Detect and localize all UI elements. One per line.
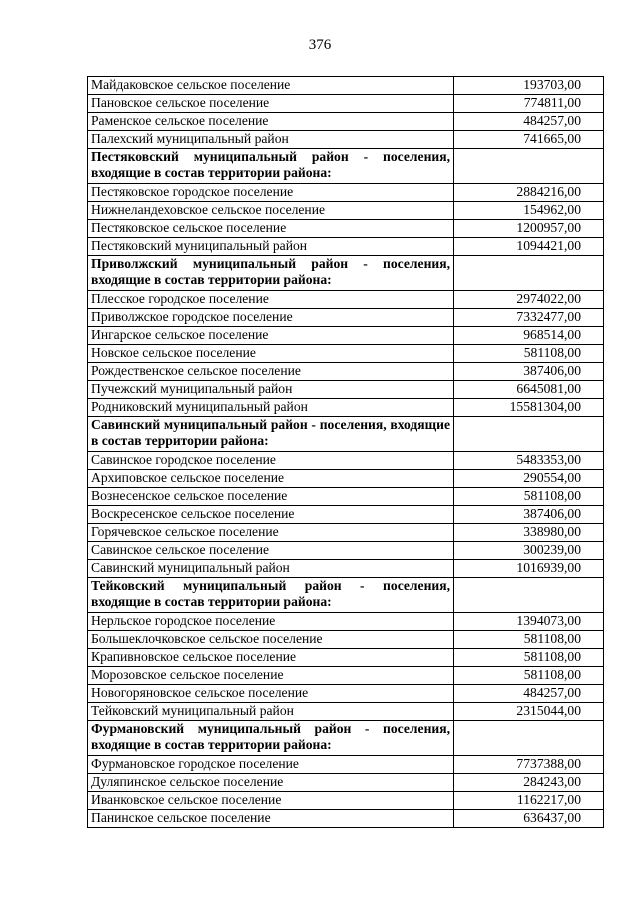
table-row <box>88 452 604 470</box>
amount-cell: 5483353,00 <box>454 452 604 470</box>
settlement-name-cell: Раменское сельское поселение <box>88 113 454 131</box>
settlement-name-cell: Плесское городское поселение <box>88 291 454 309</box>
amount-cell <box>454 721 604 756</box>
settlement-name-cell: Пановское сельское поселение <box>88 95 454 113</box>
table-row <box>88 470 604 488</box>
settlement-name-cell: Пестяковский муниципальный район <box>88 238 454 256</box>
amount-cell: 154962,00 <box>454 202 604 220</box>
table-row <box>88 113 604 131</box>
budget-table-body <box>88 77 604 828</box>
table-row <box>88 488 604 506</box>
amount-cell: 581108,00 <box>454 345 604 363</box>
table-row <box>88 184 604 202</box>
amount-cell: 1200957,00 <box>454 220 604 238</box>
settlement-name-cell: Вознесенское сельское поселение <box>88 488 454 506</box>
table-row <box>88 560 604 578</box>
amount-cell <box>454 149 604 184</box>
amount-cell: 1094421,00 <box>454 238 604 256</box>
district-header-cell: Фурмановский муниципальный район - поселения, входящие в состав территории района: <box>88 721 454 756</box>
amount-cell: 2974022,00 <box>454 291 604 309</box>
district-header-row <box>88 149 604 184</box>
settlement-name-cell: Крапивновское сельское поселение <box>88 649 454 667</box>
amount-cell: 741665,00 <box>454 131 604 149</box>
amount-cell: 387406,00 <box>454 506 604 524</box>
amount-cell: 1016939,00 <box>454 560 604 578</box>
settlement-name-cell: Пучежский муниципальный район <box>88 381 454 399</box>
table-row <box>88 506 604 524</box>
district-header-cell: Савинский муниципальный район - поселения, входящие в состав территории района: <box>88 417 454 452</box>
table-row <box>88 327 604 345</box>
settlement-name-cell: Иванковское сельское поселение <box>88 792 454 810</box>
amount-cell: 7332477,00 <box>454 309 604 327</box>
district-header-cell: Тейковский муниципальный район - поселения, входящие в состав территории района: <box>88 578 454 613</box>
amount-cell: 193703,00 <box>454 77 604 95</box>
amount-cell: 581108,00 <box>454 488 604 506</box>
settlement-name-cell: Морозовское сельское поселение <box>88 667 454 685</box>
table-row <box>88 685 604 703</box>
table-row <box>88 542 604 560</box>
amount-cell: 774811,00 <box>454 95 604 113</box>
amount-cell <box>454 256 604 291</box>
amount-cell: 290554,00 <box>454 470 604 488</box>
amount-cell: 284243,00 <box>454 774 604 792</box>
settlement-name-cell: Тейковский муниципальный район <box>88 703 454 721</box>
settlement-name-cell: Новское сельское поселение <box>88 345 454 363</box>
settlement-name-cell: Большеклочковское сельское поселение <box>88 631 454 649</box>
table-row <box>88 631 604 649</box>
table-row <box>88 345 604 363</box>
amount-cell <box>454 417 604 452</box>
budget-table <box>87 76 604 828</box>
amount-cell: 15581304,00 <box>454 399 604 417</box>
amount-cell: 636437,00 <box>454 810 604 828</box>
amount-cell: 968514,00 <box>454 327 604 345</box>
settlement-name-cell: Дуляпинское сельское поселение <box>88 774 454 792</box>
amount-cell: 387406,00 <box>454 363 604 381</box>
settlement-name-cell: Савинское сельское поселение <box>88 542 454 560</box>
settlement-name-cell: Нерльское городское поселение <box>88 613 454 631</box>
table-row <box>88 309 604 327</box>
amount-cell: 484257,00 <box>454 113 604 131</box>
table-row <box>88 524 604 542</box>
settlement-name-cell: Пестяковское сельское поселение <box>88 220 454 238</box>
table-row <box>88 95 604 113</box>
settlement-name-cell: Архиповское сельское поселение <box>88 470 454 488</box>
amount-cell: 484257,00 <box>454 685 604 703</box>
table-row <box>88 810 604 828</box>
settlement-name-cell: Воскресенское сельское поселение <box>88 506 454 524</box>
amount-cell: 338980,00 <box>454 524 604 542</box>
settlement-name-cell: Рождественское сельское поселение <box>88 363 454 381</box>
settlement-name-cell: Пестяковское городское поселение <box>88 184 454 202</box>
amount-cell: 1394073,00 <box>454 613 604 631</box>
settlement-name-cell: Фурмановское городское поселение <box>88 756 454 774</box>
table-row <box>88 703 604 721</box>
amount-cell: 581108,00 <box>454 667 604 685</box>
amount-cell: 581108,00 <box>454 631 604 649</box>
amount-cell: 581108,00 <box>454 649 604 667</box>
table-row <box>88 77 604 95</box>
amount-cell: 1162217,00 <box>454 792 604 810</box>
table-row <box>88 131 604 149</box>
table-row <box>88 399 604 417</box>
district-header-row <box>88 256 604 291</box>
settlement-name-cell: Новогоряновское сельское поселение <box>88 685 454 703</box>
budget-table-wrapper <box>87 76 584 828</box>
amount-cell: 2315044,00 <box>454 703 604 721</box>
settlement-name-cell: Нижнеландеховское сельское поселение <box>88 202 454 220</box>
table-row <box>88 220 604 238</box>
district-header-cell: Приволжский муниципальный район - поселения, входящие в состав территории района: <box>88 256 454 291</box>
table-row <box>88 667 604 685</box>
settlement-name-cell: Савинский муниципальный район <box>88 560 454 578</box>
settlement-name-cell: Савинское городское поселение <box>88 452 454 470</box>
table-row <box>88 238 604 256</box>
settlement-name-cell: Родниковский муниципальный район <box>88 399 454 417</box>
amount-cell: 7737388,00 <box>454 756 604 774</box>
table-row <box>88 291 604 309</box>
table-row <box>88 613 604 631</box>
amount-cell <box>454 578 604 613</box>
district-header-row <box>88 721 604 756</box>
settlement-name-cell: Ингарское сельское поселение <box>88 327 454 345</box>
settlement-name-cell: Палехский муниципальный район <box>88 131 454 149</box>
settlement-name-cell: Приволжское городское поселение <box>88 309 454 327</box>
table-row <box>88 756 604 774</box>
settlement-name-cell: Горячевское сельское поселение <box>88 524 454 542</box>
table-row <box>88 774 604 792</box>
settlement-name-cell: Панинское сельское поселение <box>88 810 454 828</box>
table-row <box>88 649 604 667</box>
amount-cell: 300239,00 <box>454 542 604 560</box>
table-row <box>88 363 604 381</box>
table-row <box>88 202 604 220</box>
page-number: 376 <box>308 37 332 53</box>
district-header-row <box>88 578 604 613</box>
amount-cell: 6645081,00 <box>454 381 604 399</box>
table-row <box>88 792 604 810</box>
table-row <box>88 381 604 399</box>
district-header-cell: Пестяковский муниципальный район - поселения, входящие в состав территории района: <box>88 149 454 184</box>
settlement-name-cell: Майдаковское сельское поселение <box>88 77 454 95</box>
amount-cell: 2884216,00 <box>454 184 604 202</box>
district-header-row <box>88 417 604 452</box>
